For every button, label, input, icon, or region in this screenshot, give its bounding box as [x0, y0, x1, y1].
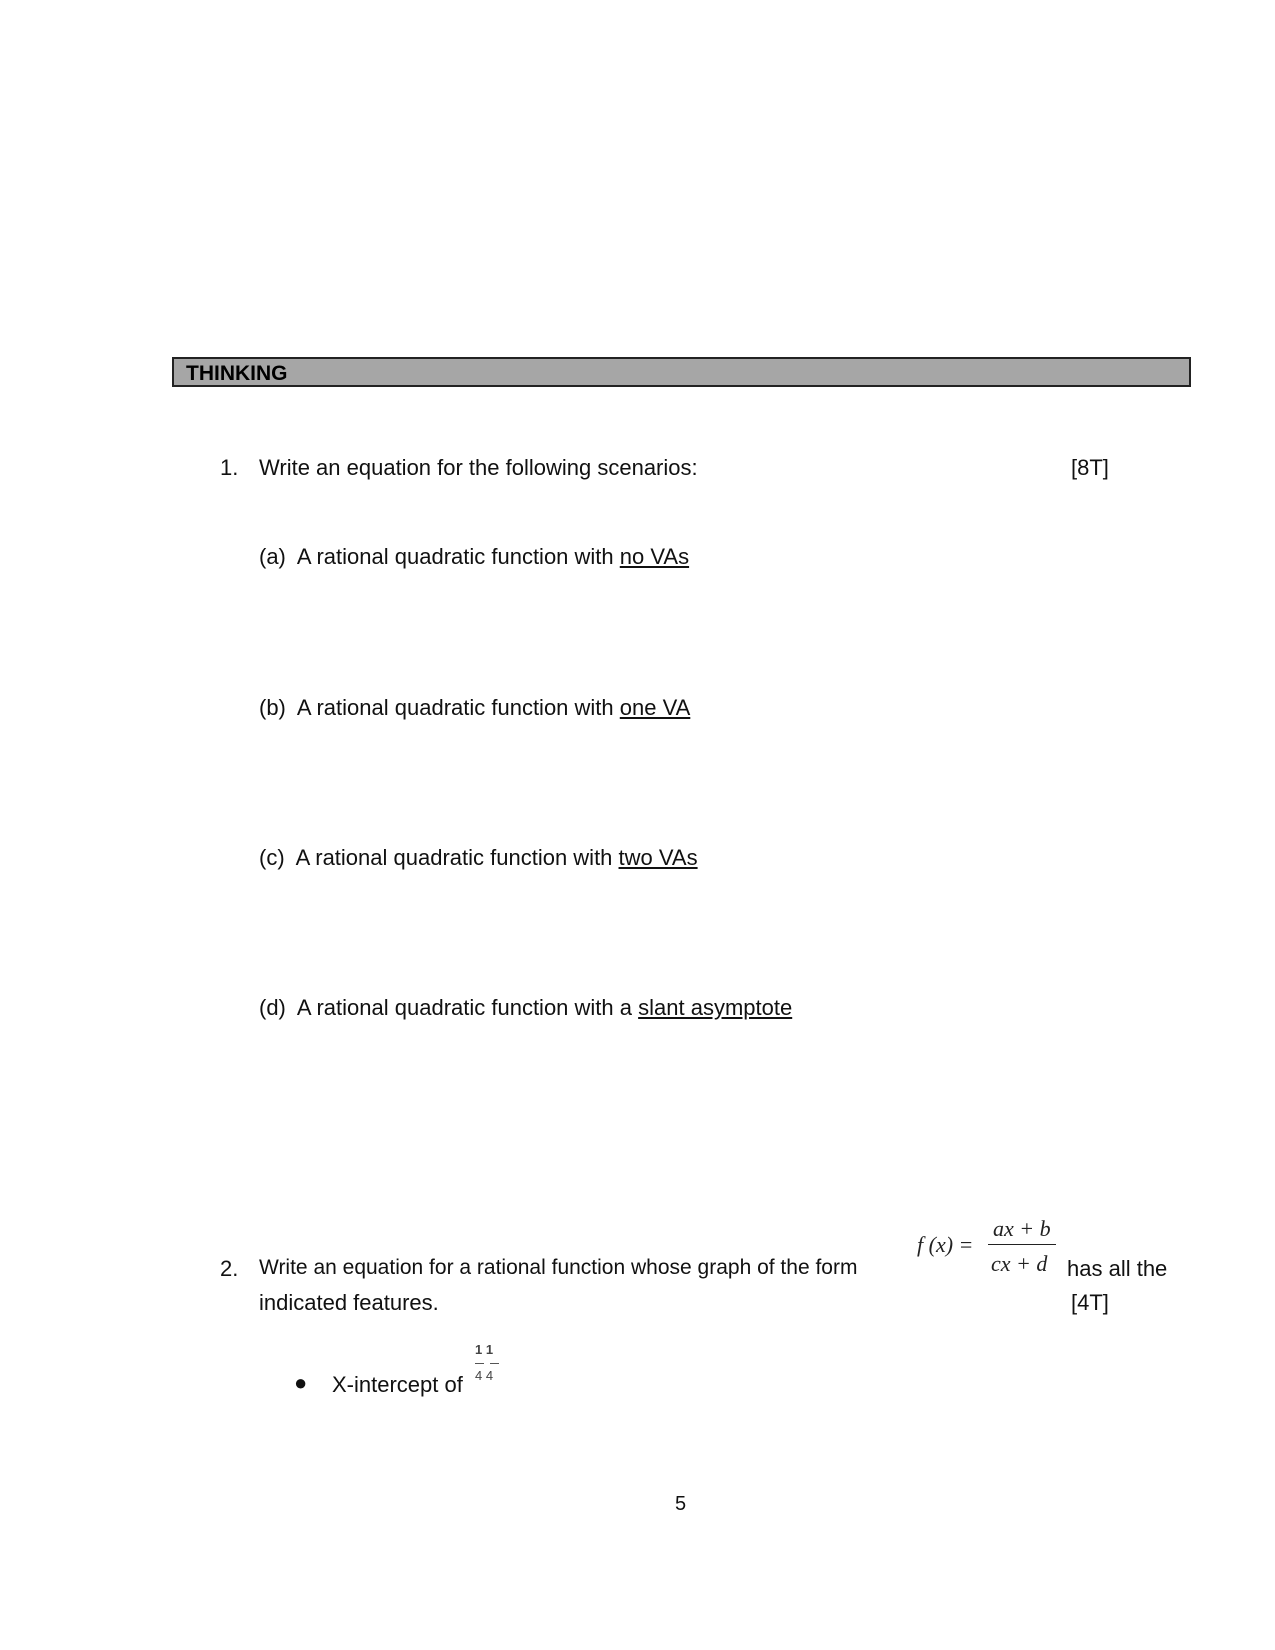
- q2-line2: indicated features.: [259, 1290, 439, 1315]
- part-emphasis: slant asymptote: [638, 995, 793, 1020]
- q1-part-a: [259, 544, 689, 570]
- q1-prompt: Write an equation for the following scenarios:: [259, 455, 698, 480]
- part-emphasis: two VAs: [618, 845, 698, 870]
- part-text: A rational quadratic function with a: [296, 995, 639, 1020]
- formula-lhs: f (x) =: [917, 1232, 974, 1257]
- q1-part-d: [259, 995, 792, 1021]
- section-header: [172, 357, 1191, 387]
- bullet-frac-den: 4 4: [475, 1368, 494, 1383]
- q1-part-b: [259, 695, 690, 721]
- q2-number: 2.: [220, 1256, 239, 1281]
- q2-marks: [4T]: [1071, 1290, 1109, 1315]
- bullet-frac-bar-2: [490, 1363, 499, 1364]
- q2-prompt: Write an equation for a rational function whose graph of the form: [259, 1256, 858, 1279]
- part-label: (a): [259, 544, 286, 569]
- part-label: (c): [259, 845, 285, 870]
- part-emphasis: one VA: [619, 695, 691, 720]
- part-emphasis: no VAs: [619, 544, 690, 569]
- bullet-dot: ●: [294, 1370, 308, 1395]
- q2-tail: has all the: [1067, 1256, 1168, 1281]
- section-title: THINKING: [186, 362, 288, 385]
- part-label: (d): [259, 995, 286, 1020]
- page-number: 5: [675, 1493, 687, 1515]
- bullet-frac-num: 1 1: [475, 1342, 494, 1357]
- part-text: A rational quadratic function with: [296, 695, 620, 720]
- bullet-frac-bar-1: [475, 1363, 484, 1364]
- q1-marks: [8T]: [1071, 455, 1109, 480]
- q1-part-c: [259, 845, 698, 871]
- bullet-text: X-intercept of: [332, 1372, 463, 1397]
- formula-numerator: ax + b: [993, 1216, 1051, 1241]
- q1-number: 1.: [220, 455, 239, 480]
- part-text: A rational quadratic function with: [295, 845, 619, 870]
- part-text: A rational quadratic function with: [296, 544, 620, 569]
- formula-fraction-bar: [988, 1244, 1056, 1245]
- part-label: (b): [259, 695, 286, 720]
- formula-denominator: cx + d: [991, 1251, 1048, 1276]
